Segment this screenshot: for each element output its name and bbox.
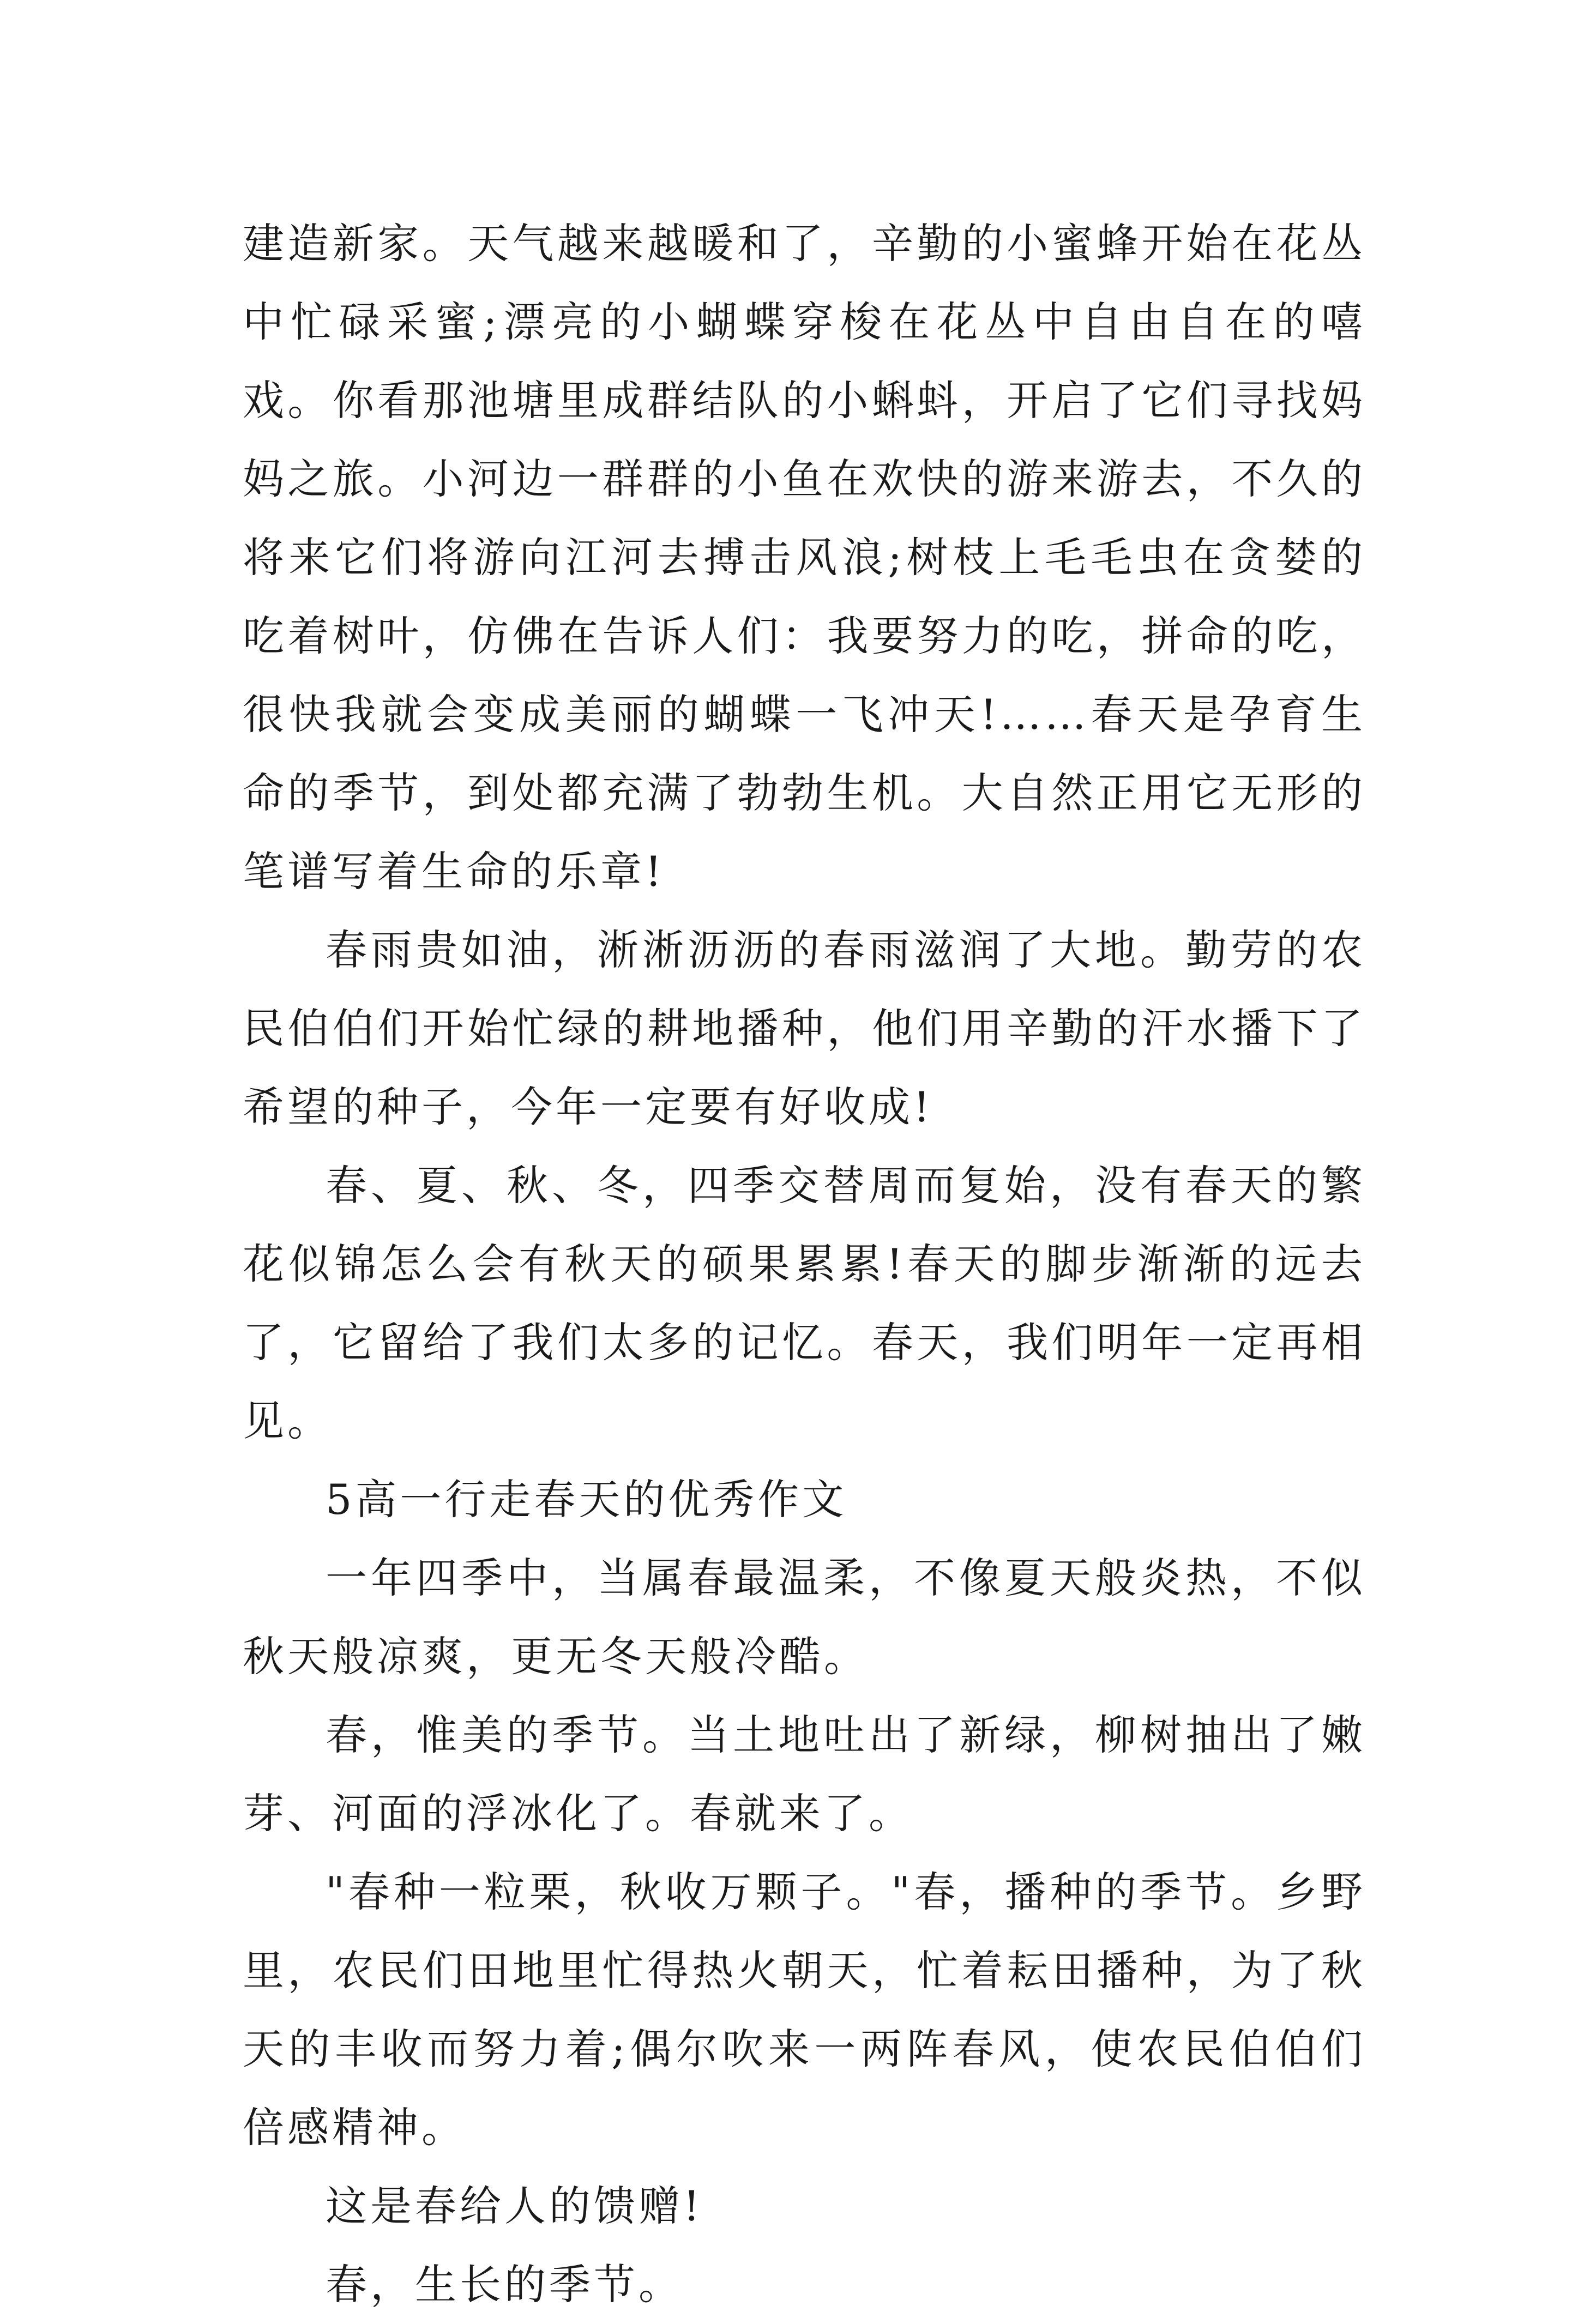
- section-title: 5高一行走春天的优秀作文: [326, 1475, 847, 1524]
- document-body: [243, 204, 1366, 2324]
- paragraph-gentle-spring: 一年四季中，当属春最温柔，不像夏天般炎热，不似秋天般凉爽，更无冬天般冷酷。: [243, 1554, 1366, 1681]
- paragraph-sowing-season: "春种一粒栗，秋收万颗子。"春，播种的季节。乡野里，农民们田地里忙得热火朝天，忙着耘田播种，为了秋天的丰收而努力着;偶尔吹来一两阵春风，使农民伯伯们倍感精神。: [243, 1868, 1366, 2152]
- paragraph-gift: 这是春给人的馈赠!: [326, 2182, 703, 2230]
- paragraph-continued: 建造新家。天气越来越暖和了，辛勤的小蜜蜂开始在花丛中忙碌采蜜;漂亮的小蝴蝶穿梭在花丛中自由自在的嘻戏。你看那池塘里成群结队的小蝌蚪，开启了它们寻找妈妈之旅。小河边一群群的小鱼在欢快的游来游去，不久的将来它们将游向江河去搏击风浪;树枝上毛毛虫在贪婪的吃着树叶，仿佛在告诉人们：我要努力的吃，拼命的吃，很快我就会变成美丽的蝴蝶一飞冲天!……春天是孕育生命的季节，到处都充满了勃勃生机。大自然正用它无形的笔谱写着生命的乐章!: [243, 219, 1366, 896]
- paragraph-growing-season: 春，生长的季节。: [326, 2260, 683, 2309]
- paragraph-beautiful-season: 春，惟美的季节。当土地吐出了新绿，柳树抽出了嫩芽、河面的浮冰化了。春就来了。: [243, 1711, 1366, 1838]
- paragraph-spring-rain: 春雨贵如油，淅淅沥沥的春雨滋润了大地。勤劳的农民伯伯们开始忙绿的耕地播种，他们用辛勤的汗水播下了希望的种子，今年一定要有好收成!: [243, 926, 1366, 1131]
- paragraph-four-seasons: 春、夏、秋、冬，四季交替周而复始，没有春天的繁花似锦怎么会有秋天的硕果累累!春天的脚步渐渐的远去了，它留给了我们太多的记忆。春天，我们明年一定再相见。: [243, 1161, 1366, 1445]
